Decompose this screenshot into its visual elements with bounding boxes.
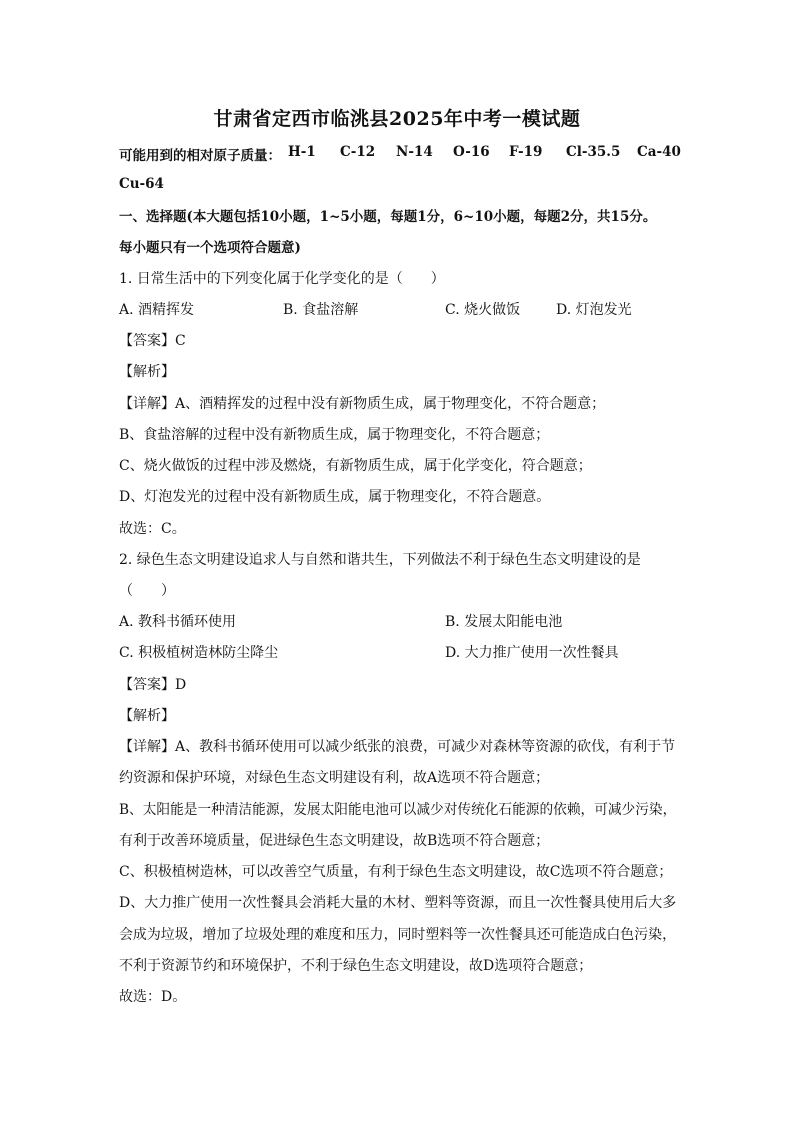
q1-option-c: C. 烧火做饭 [445, 302, 521, 318]
section-heading-line1: 一、选择题(本大题包括10小题，1~5小题，每题1分，6~10小题，每题2分，共15分。 [119, 209, 657, 225]
q2-option-a: A. 教科书循环使用 [119, 614, 237, 630]
q1-detail-line: C、烧火做饭的过程中涉及燃烧，有新物质生成，属于化学变化，符合题意； [119, 458, 592, 474]
q1-answer: 【答案】C [119, 333, 186, 349]
q1-detail-line: B、食盐溶解的过程中没有新物质生成，属于物理变化，不符合题意； [119, 427, 550, 443]
q2-detail-line: 不利于资源节约和环境保护，不利于绿色生态文明建设，故D选项符合题意； [119, 958, 593, 974]
q2-choice: 故选：D。 [119, 989, 187, 1005]
q1-stem: 1. 日常生活中的下列变化属于化学变化的是（ ） [119, 271, 445, 287]
atomic-mass-label: 可能用到的相对原子质量： [119, 148, 281, 164]
q1-analysis-heading: 【解析】 [119, 364, 175, 380]
q2-detail-line: B、太阳能是一种清洁能源，发展太阳能电池可以减少对传统化石能源的依赖，可减少污染， [119, 802, 677, 818]
q2-detail-line: 会成为垃圾，增加了垃圾处理的难度和压力，同时塑料等一次性餐具还可能造成白色污染， [119, 927, 676, 943]
q1-option-b: B. 食盐溶解 [283, 302, 359, 318]
page-title: 甘肃省定西市临洮县2025年中考一模试题 [213, 108, 581, 130]
q2-answer: 【答案】D [119, 677, 187, 693]
q2-detail-line: 有利于改善环境质量，促进绿色生态文明建设，故B选项不符合题意； [119, 833, 550, 849]
q2-option-d: D. 大力推广使用一次性餐具 [445, 645, 619, 661]
atomic-mass-h: H-1 [288, 144, 316, 160]
q2-detail-line: 约资源和保护环境，对绿色生态文明建设有利，故A选项不符合题意； [119, 770, 550, 786]
atomic-mass-o: O-16 [453, 144, 490, 160]
atomic-mass-f: F-19 [509, 144, 543, 160]
q2-option-b: B. 发展太阳能电池 [445, 614, 563, 630]
atomic-mass-c: C-12 [340, 144, 376, 160]
atomic-mass-ca: Ca-40 [637, 144, 681, 160]
q1-choice: 故选：C。 [119, 521, 186, 537]
atomic-mass-n: N-14 [396, 144, 433, 160]
q2-option-c: C. 积极植树造林防尘降尘 [119, 645, 279, 661]
q1-detail-line: D、灯泡发光的过程中没有新物质生成，属于物理变化，不符合题意。 [119, 489, 551, 505]
q1-option-a: A. 酒精挥发 [119, 302, 195, 318]
atomic-mass-cl: Cl-35.5 [566, 144, 621, 160]
q2-detail-line: C、积极植树造林，可以改善空气质量，有利于绿色生态文明建设，故C选项不符合题意； [119, 864, 673, 880]
q2-stem-cont: （ ） [119, 583, 175, 599]
q2-stem: 2. 绿色生态文明建设追求人与自然和谐共生，下列做法不利于绿色生态文明建设的是 [119, 552, 641, 568]
section-heading-line2: 每小题只有一个选项符合题意) [119, 240, 301, 256]
q2-analysis-heading: 【解析】 [119, 708, 175, 724]
q1-option-d: D. 灯泡发光 [556, 302, 632, 318]
q2-detail-line: 【详解】A、教科书循环使用可以减少纸张的浪费，可减少对森林等资源的砍伐，有利于节 [119, 739, 676, 755]
atomic-mass-cu: Cu-64 [119, 176, 164, 192]
q1-detail-line: 【详解】A、酒精挥发的过程中没有新物质生成，属于物理变化，不符合题意； [119, 396, 606, 412]
q2-detail-line: D、大力推广使用一次性餐具会消耗大量的木材、塑料等资源，而且一次性餐具使用后大多 [119, 895, 677, 911]
